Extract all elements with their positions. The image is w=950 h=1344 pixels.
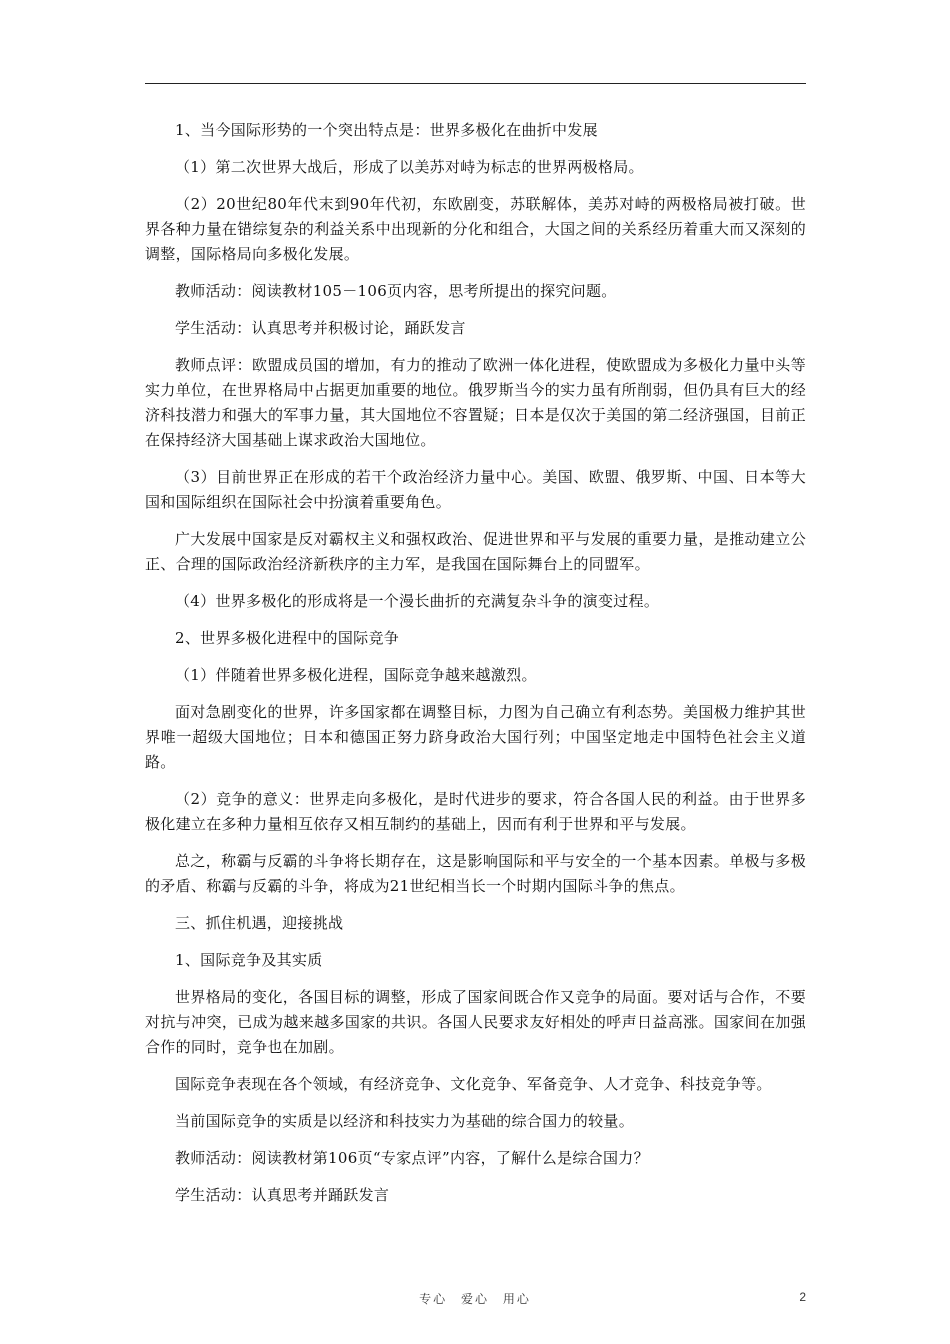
paragraph-12: 面对急剧变化的世界，许多国家都在调整目标，力图为自己确立有利态势。美国极力维护其世界唯一超级大国地位；日本和德国正努力跻身政治大国行列；中国坚定地走中国特色社会主义道路。: [145, 703, 806, 771]
footer-motto-word: 用心: [502, 1292, 531, 1306]
paragraph-15: 三、抓住机遇，迎接挑战: [175, 914, 344, 932]
paragraph-16: 1、国际竞争及其实质: [175, 951, 323, 969]
footer-motto: [0, 1290, 950, 1307]
paragraph-9: （4）世界多极化的形成将是一个漫长曲折的充满复杂斗争的演变过程。: [175, 592, 660, 610]
paragraph-20: 教师活动：阅读教材第106页“专家点评”内容，了解什么是综合国力？: [175, 1149, 649, 1167]
paragraph-21: 学生活动：认真思考并踊跃发言: [175, 1186, 390, 1204]
paragraph-1: 1、当今国际形势的一个突出特点是：世界多极化在曲折中发展: [175, 121, 598, 139]
paragraph-18: 国际竞争表现在各个领域，有经济竞争、文化竞争、军备竞争、人才竞争、科技竞争等。: [175, 1075, 772, 1093]
footer-motto-word: 专心: [419, 1292, 448, 1306]
paragraph-4: 教师活动：阅读教材105－106页内容，思考所提出的探究问题。: [175, 282, 617, 300]
paragraph-19: 当前国际竞争的实质是以经济和科技实力为基础的综合国力的较量。: [175, 1112, 635, 1130]
paragraph-17: 世界格局的变化，各国目标的调整，形成了国家间既合作又竞争的局面。要对话与合作，不要对抗与冲突，已成为越来越多国家的共识。各国人民要求友好相处的呼声日益高涨。国家间在加强合作的同时，竞争也在加剧。: [145, 988, 806, 1056]
paragraph-5: 学生活动：认真思考并积极讨论，踊跃发言: [175, 319, 466, 337]
header-rule: [145, 83, 806, 84]
paragraph-13: （2）竞争的意义：世界走向多极化，是时代进步的要求，符合各国人民的利益。由于世界多极化建立在多种力量相互依存又相互制约的基础上，因而有利于世界和平与发展。: [145, 790, 806, 833]
paragraph-8: 广大发展中国家是反对霸权主义和强权政治、促进世界和平与发展的重要力量，是推动建立公正、合理的国际政治经济新秩序的主力军，是我国在国际舞台上的同盟军。: [145, 530, 806, 573]
paragraph-7: （3）目前世界正在形成的若干个政治经济力量中心。美国、欧盟、俄罗斯、中国、日本等大国和国际组织在国际社会中扮演着重要角色。: [145, 468, 806, 511]
paragraph-11: （1）伴随着世界多极化进程，国际竞争越来越激烈。: [175, 666, 537, 684]
footer-motto-word: 爱心: [460, 1292, 489, 1306]
paragraph-2: （1）第二次世界大战后，形成了以美苏对峙为标志的世界两极格局。: [175, 158, 644, 176]
document-body: [145, 118, 806, 1220]
paragraph-10: 2、世界多极化进程中的国际竞争: [175, 629, 400, 647]
paragraph-14: 总之，称霸与反霸的斗争将长期存在，这是影响国际和平与安全的一个基本因素。单极与多极的矛盾、称霸与反霸的斗争，将成为21世纪相当长一个时期内国际斗争的焦点。: [145, 852, 806, 895]
paragraph-6: 教师点评：欧盟成员国的增加，有力的推动了欧洲一体化进程，使欧盟成为多极化力量中头等实力单位，在世界格局中占据更加重要的地位。俄罗斯当今的实力虽有所削弱，但仍具有巨大的经济科技潜力和强大的军事力量，其大国地位不容置疑；日本是仅次于美国的第二经济强国，目前正在保持经济大国基础上谋求政治大国地位。: [145, 356, 806, 449]
paragraph-3: （2）20世纪80年代末到90年代初，东欧剧变，苏联解体，美苏对峙的两极格局被打破。世界各种力量在错综复杂的利益关系中出现新的分化和组合，大国之间的关系经历着重大而又深刻的调整，国际格局向多极化发展。: [145, 195, 806, 263]
page-number: 2: [799, 1290, 806, 1304]
